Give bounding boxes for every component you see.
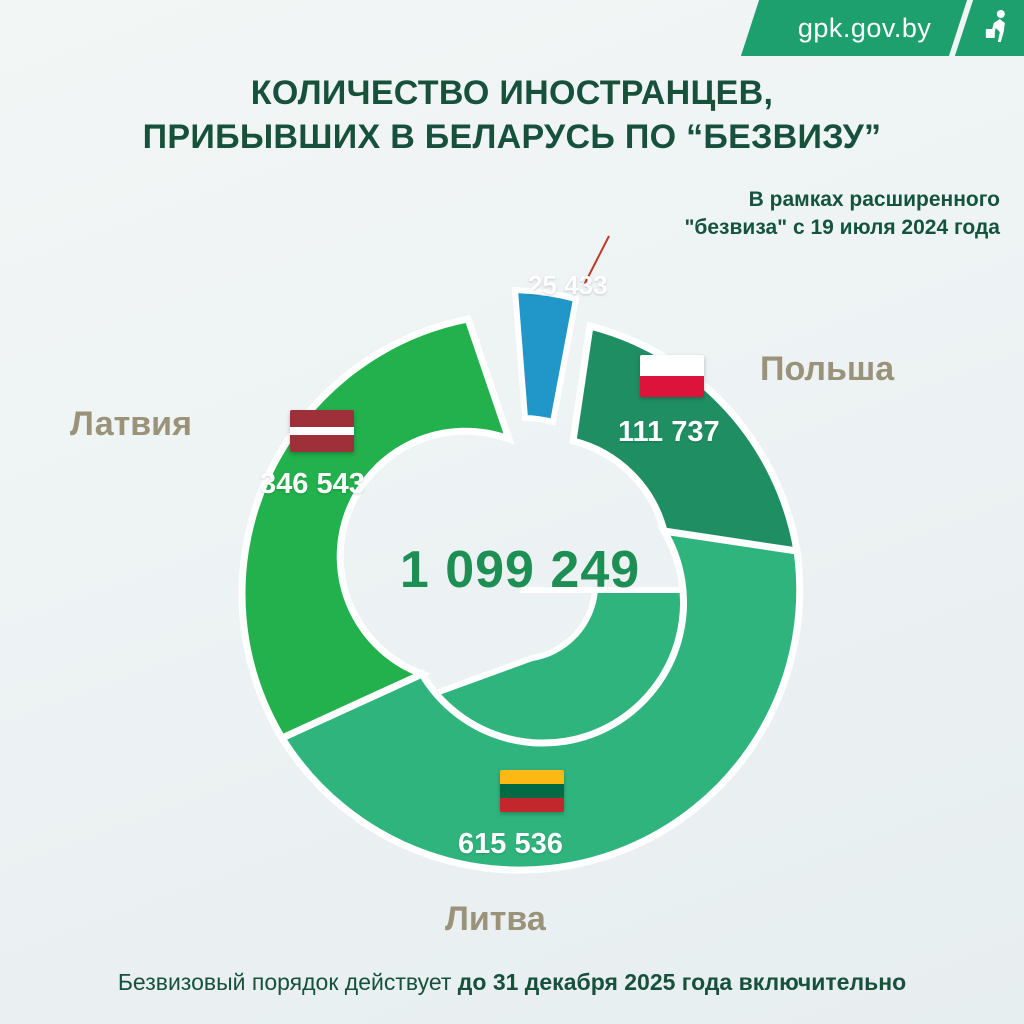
extended-visa-note-line2: "безвиза" с 19 июля 2024 года — [684, 216, 1000, 240]
flag-lithuania — [500, 770, 564, 812]
label-poland: Польша — [760, 350, 895, 388]
traveler-icon-glyph — [984, 9, 1014, 48]
value-extended-visa: 25 433 — [528, 270, 608, 300]
donut-segment-latvia-shape[interactable] — [242, 319, 509, 738]
label-lithuania: Литва — [445, 900, 546, 938]
donut-chart — [70, 250, 895, 950]
label-latvia: Латвия — [70, 405, 192, 443]
total-value: 1 099 249 — [399, 541, 641, 599]
extended-visa-note — [560, 186, 1000, 243]
donut-segment-extended-visa[interactable] — [515, 290, 576, 422]
page-title — [0, 72, 1024, 159]
footer-bold: до 31 декабря 2025 года включительно — [457, 969, 907, 995]
traveler-icon — [955, 0, 1024, 56]
value-latvia: 346 543 — [260, 468, 365, 500]
flag-poland — [640, 355, 704, 397]
site-url-slab[interactable] — [741, 0, 967, 56]
extended-visa-note-line1: В рамках расширенного — [748, 188, 1000, 211]
footer-note — [0, 969, 1024, 996]
header-bar — [750, 0, 1024, 56]
footer-prefix: Безвизовый порядок действует — [117, 969, 458, 995]
flag-latvia — [290, 410, 354, 452]
value-poland: 111 737 — [618, 416, 720, 448]
value-lithuania: 615 536 — [458, 828, 563, 860]
site-url: gpk.gov.by — [798, 12, 932, 43]
page-title-line1: КОЛИЧЕСТВО ИНОСТРАНЦЕВ, — [250, 74, 774, 112]
page-title-line2: ПРИБЫВШИХ В БЕЛАРУСЬ ПО “БЕЗВИЗУ” — [142, 117, 882, 156]
